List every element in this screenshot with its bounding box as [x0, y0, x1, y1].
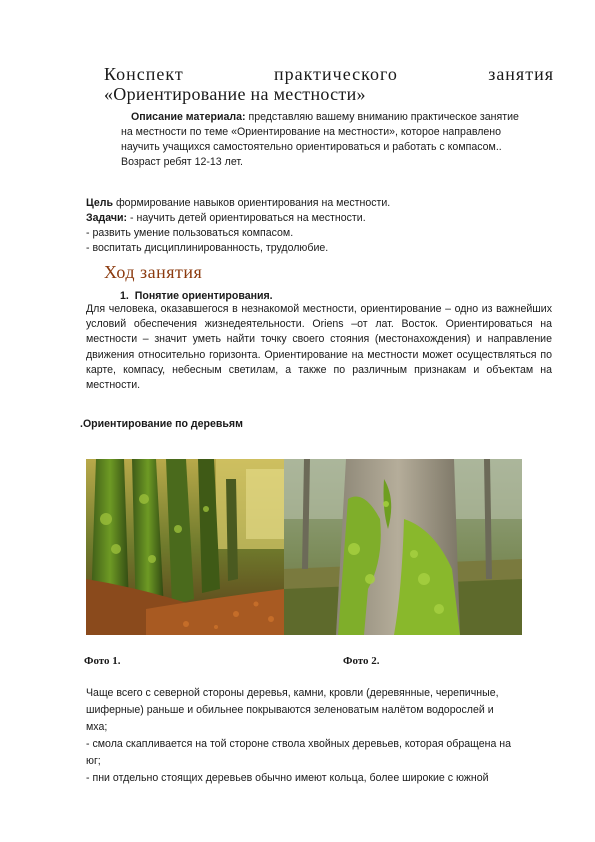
- description-line: на местности по теме «Ориентирование на местности», которое направлено: [121, 126, 502, 138]
- title-line-1: [104, 64, 554, 85]
- task-item: - воспитать дисциплинированность, трудолюбие.: [86, 242, 329, 254]
- photo-caption-1: Фото 1.: [84, 655, 121, 667]
- description: [121, 110, 551, 170]
- subheading-trees: .Ориентирование по деревьям: [80, 418, 243, 430]
- title-word-3: занятия: [488, 64, 554, 84]
- description-label: Описание материала:: [131, 111, 246, 123]
- title-word-2: практического: [274, 64, 398, 84]
- tasks-label: Задачи:: [86, 212, 128, 224]
- task-item: - развить умение пользоваться компасом.: [86, 227, 294, 239]
- bottom-line: - пни отдельно стоящих деревьев обычно имеют кольца, более широкие с южной: [86, 772, 489, 784]
- point-title: Понятие ориентирования.: [134, 290, 273, 302]
- goal-text: формирование навыков ориентирования на местности.: [113, 197, 391, 209]
- point-number: 1.: [120, 290, 129, 302]
- bottom-line: - смола скапливается на той стороне ствола хвойных деревьев, которая обращена на: [86, 738, 512, 750]
- title-line-2: «Ориентирование на местности»: [104, 84, 366, 104]
- bottom-line: шиферные) раньше и обильнее покрываются зеленоватым налётом водорослей и: [86, 704, 494, 716]
- tasks: [86, 211, 366, 226]
- paragraph-orientation: Для человека, оказавшегося в незнакомой местности, ориентирование – одно из важнейших условий обеспечения жизнедеятельности. Oriens –от лат. Восток. Ориентироваться на местности – значит уметь найти точку своего стояния (местонахождения) и направление движения относительно горизонта. Ориентирование на местности может осуществляться по карте, компасу, небесным светилам, а также по различным признакам и объектам на местности.: [86, 303, 552, 392]
- bottom-line: Чаще всего с северной стороны деревья, камни, кровли (деревянные, черепичные,: [86, 687, 499, 699]
- photo-caption-2: Фото 2.: [343, 655, 380, 667]
- photo-forest-2: [284, 459, 522, 635]
- bottom-text: [86, 685, 556, 787]
- description-line: Возраст ребят 12-13 лет.: [121, 156, 243, 168]
- goal: [86, 196, 390, 211]
- photo-forest-1: [86, 459, 284, 635]
- point-heading: [120, 290, 273, 302]
- description-line: научить учащихся самостоятельно ориентироваться и работать с компасом..: [121, 141, 502, 153]
- description-text-first: представляю вашему вниманию практическое занятие: [245, 111, 519, 123]
- bottom-line: мха;: [86, 721, 108, 733]
- goal-label: Цель: [86, 197, 114, 209]
- title-word-1: Конспект: [104, 64, 184, 84]
- tasks-text: - научить детей ориентироваться на местности.: [127, 212, 366, 224]
- bottom-line: юг;: [86, 755, 101, 767]
- section-title: Ход занятия: [104, 262, 203, 282]
